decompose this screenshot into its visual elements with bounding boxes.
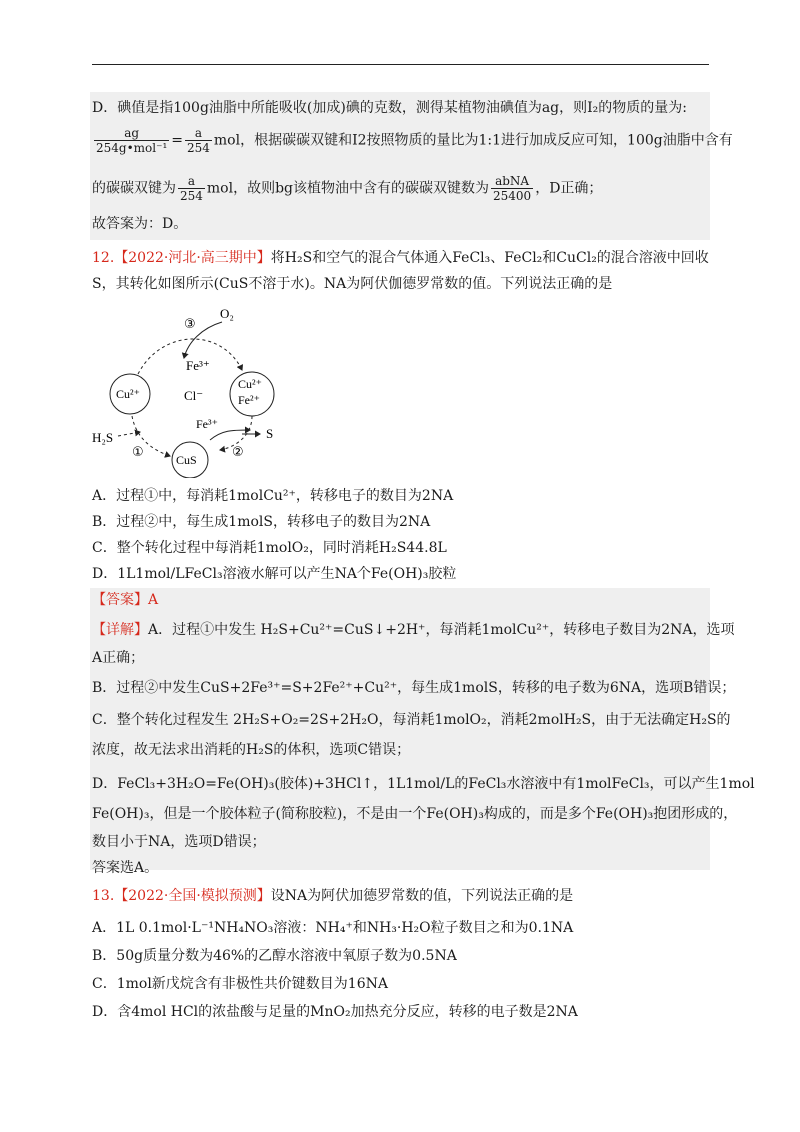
q12-detail-d-2: Fe(OH)₃，但是一个胶体粒子(简称胶粒)，不是由一个Fe(OH)₃构成的，而是多个Fe(OH)₃抱团形成的， <box>92 806 738 822</box>
q13-option-a: A．1L 0.1mol·L⁻¹NH₄NO₃溶液：NH₄⁺和NH₃·H₂O粒子数目之和为0.1NA <box>92 920 574 936</box>
q13-number: 13. <box>92 888 115 904</box>
q12-option-b: B．过程②中，每生成1molS，转移电子的数目为2NA <box>92 514 431 530</box>
q12-option-a: A．过程①中，每消耗1molCu²⁺，转移电子的数目为2NA <box>92 488 454 504</box>
q13-option-c: C．1mol新戊烷含有非极性共价键数目为16NA <box>92 976 388 992</box>
q12-answer <box>92 590 158 610</box>
cu-right-label: Cu²⁺ <box>238 377 262 391</box>
prev-line-2: $\frac{ag}{\text{254g•mol⁻¹}}$ = $\frac{a}{254}$ mol，根据碳碳双键和I2按照物质的量比为1:1进行加成反应可知，100g油脂中含有 <box>96 126 733 155</box>
fraction: $\frac{a}{254}$ <box>180 174 203 203</box>
q12-option-c: C．整个转化过程中每消耗1molO₂，同时消耗H₂S44.8L <box>92 540 447 556</box>
q13-option-b: B．50g质量分数为46%的乙醇水溶液中氧原子数为0.5NA <box>92 948 457 964</box>
q12-detail-b: B．过程②中发生CuS+2Fe³⁺=S+2Fe²⁺+Cu²⁺，每生成1molS，转移的电子数为6NA，选项B错误； <box>92 680 736 696</box>
q12-detail-c-1: C．整个转化过程发生 2H₂S+O₂=2S+2H₂O，每消耗1molO₂，消耗2molH₂S，由于无法确定H₂S的 <box>92 712 731 728</box>
fe2-right-label: Fe²⁺ <box>238 393 260 407</box>
q12-detail-d-3: 数目小于NA，选项D错误； <box>92 834 266 850</box>
q12-detail-d-1: D．FeCl₃+3H₂O=Fe(OH)₃(胶体)+3HCl↑，1L1mol/L的FeCl₃水溶液中有1molFeCl₃，可以产生1mol <box>92 776 755 792</box>
cus-label: CuS <box>176 453 197 467</box>
q12-stem-line-1 <box>92 248 709 268</box>
prev-line-3: 的碳碳双键为 $\frac{a}{254}$ mol，故则bg该植物油中含有的碳碳双键数为 $\frac{\text{abNA}}{25400}$ ，D正确； <box>92 174 603 203</box>
prev-line-1: D．碘值是指100g油脂中所能吸收(加成)碘的克数，测得某植物油碘值为ag，则I₂的物质的量为: <box>92 100 687 116</box>
o2-label: O₂ <box>220 306 234 321</box>
q12-option-d: D．1L1mol/LFeCl₃溶液水解可以产生NA个Fe(OH)₃胶粒 <box>92 566 457 582</box>
fe3-top-label: Fe³⁺ <box>186 358 210 373</box>
q12-source-tag: 【2022·河北·高三期中】 <box>114 250 271 266</box>
conversion-cycle-diagram <box>92 298 302 478</box>
q12-number: 12. <box>92 250 115 266</box>
cu-left-label: Cu²⁺ <box>116 387 140 401</box>
step2-label: ② <box>232 445 244 460</box>
fe3-bottom-label: Fe³⁺ <box>196 417 218 431</box>
detail-label: 【详解】 <box>92 622 148 638</box>
q12-conclusion: 答案选A。 <box>92 860 159 876</box>
fraction: $\frac{a}{254}$ <box>186 126 210 155</box>
q12-detail-c-2: 浓度，故无法求出消耗的H₂S的体积，选项C错误； <box>92 742 411 758</box>
cl-label: Cl⁻ <box>184 388 204 403</box>
answer-value: A <box>148 592 159 608</box>
s-label: S <box>266 426 274 441</box>
q13-source-tag: 【2022·全国·模拟预测】 <box>114 888 271 904</box>
q12-stem-line-2: S，其转化如图所示(CuS不溶于水)。NA为阿伏伽德罗常数的值。下列说法正确的是 <box>92 276 613 292</box>
q13-option-d: D．含4mol HCl的浓盐酸与足量的MnO₂加热充分反应，转移的电子数是2NA <box>92 1004 578 1020</box>
step3-label: ③ <box>184 317 196 332</box>
q12-detail-a-1: 【详解】A．过程①中发生 H₂S+Cu²⁺=CuS↓+2H⁺，每消耗1molCu²⁺，转移电子数目为2NA，选项 <box>92 622 735 638</box>
h2s-label: H₂S <box>92 430 114 445</box>
q12-stem-text: 将H₂S和空气的混合气体通入FeCl₃、FeCl₂和CuCl₂的混合溶液中回收 <box>270 250 709 266</box>
fraction: $\frac{ag}{\text{254g•mol⁻¹}}$ <box>96 126 168 155</box>
answer-label: 【答案】 <box>92 592 148 608</box>
header-rule <box>92 64 709 65</box>
h2s-arrow <box>118 432 140 436</box>
step1-label: ① <box>132 445 144 460</box>
fe3-arrow <box>210 430 250 440</box>
q13-stem: 13.【2022·全国·模拟预测】设NA为阿伏加德罗常数的值，下列说法正确的是 <box>92 888 574 904</box>
prev-line-4: 故答案为：D。 <box>92 216 188 232</box>
q12-detail-a-2: A正确； <box>92 650 145 666</box>
fraction: $\frac{\text{abNA}}{25400}$ <box>493 174 532 203</box>
